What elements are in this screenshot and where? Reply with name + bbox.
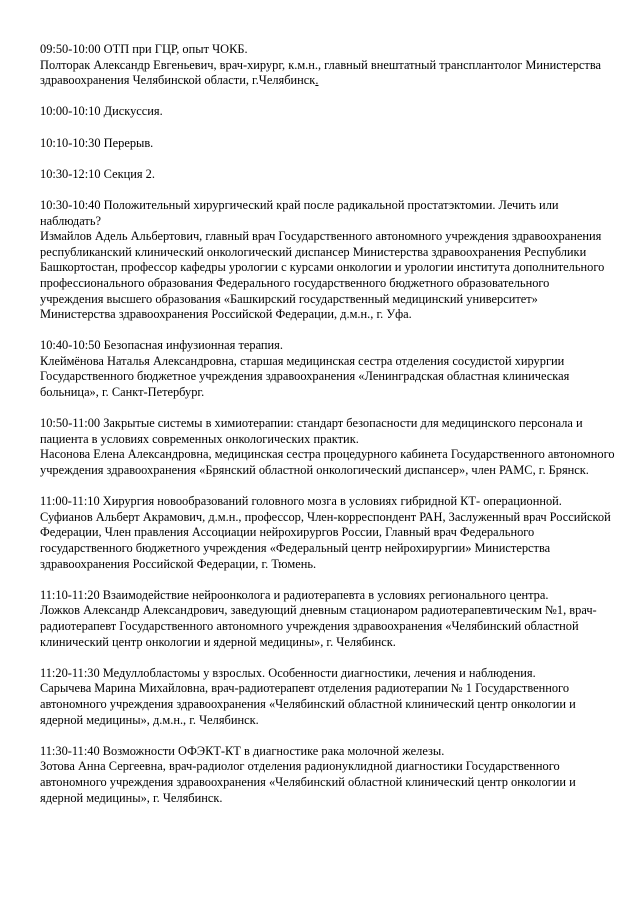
entry-title: 09:50-10:00 ОТП при ГЦР, опыт ЧОКБ. <box>40 42 248 56</box>
entry-title: 11:20-11:30 Медуллобластомы у взрослых. Особенности диагностики, лечения и наблюдения. <box>40 665 536 680</box>
entry-title: 11:30-11:40 Возможности ОФЭКТ-КТ в диагностике рака молочной железы. <box>40 743 445 758</box>
entry-title: 10:30-12:10 Секция 2. <box>40 166 155 181</box>
entry-title: 11:00-11:10 Хирургия новообразований головного мозга в условиях гибридной КТ- операционной. <box>40 494 562 509</box>
program-entry <box>40 42 615 89</box>
program-entry <box>40 588 615 650</box>
speaker-trailing-dot: . <box>315 73 319 88</box>
entry-title: 10:10-10:30 Перерыв. <box>40 135 154 150</box>
speaker-text: Полторак Александр Евгеньевич, врач-хирург, к.м.н., главный внештатный трансплантолог Министерства здравоохранения Челябинской области, г.Челябинск <box>40 57 602 88</box>
entry-speaker: Клеймёнова Наталья Александровна, старшая медицинская сестра отделения сосудистой хирургии Государственного бюджетное учреждения здравоохранения «Ленинградская областная клиническая больница», г. Санкт-Петербург. <box>40 353 570 400</box>
entry-title: 10:50-11:00 Закрытые системы в химиотерапии: стандарт безопасности для медицинского персонала и пациента в условиях современных онкологических практик. <box>40 416 583 446</box>
program-entry <box>40 198 615 323</box>
entry-title: 10:00-10:10 Дискуссия. <box>40 104 163 119</box>
entry-speaker: Измайлов Адель Альбертович, главный врач Государственного автономного учреждения здравоохранения республиканский клинический онкологический диспансер Министерства здравоохранения Республики Башкортостан, профессор кафедры урологии с курсами онкологии и урологии института дополнительного профессионального образования Федерального государственного бюджетного образовательного учреждения высшего образования «Башкирский государственный медицинский университет» Министерства здравоохранения Российской Федерации, д.м.н., г. Уфа. <box>40 229 605 322</box>
program-entry <box>40 494 615 572</box>
program-entry <box>40 104 615 120</box>
entry-speaker: Сарычева Марина Михайловна, врач-радиотерапевт отделения радиотерапии № 1 Государственного автономного учреждения здравоохранения «Челябинский областной клинический центр онкологии и ядерной медицины», д.м.н., г. Челябинск. <box>40 681 576 727</box>
program-entry <box>40 136 615 152</box>
entry-speaker: Зотова Анна Сергеевна, врач-радиолог отделения радионуклидной диагностики Государственного автономного учреждения здравоохранения «Челябинский областной клинический центр онкологии и ядерной медицины», г. Челябинск. <box>40 759 576 805</box>
program-entry <box>40 666 615 728</box>
entry-title: 10:30-10:40 Положительный хирургический край после радикальной простатэктомии. Лечить или наблюдать? <box>40 197 559 228</box>
program-entry <box>40 744 615 806</box>
entry-speaker <box>40 58 615 89</box>
entry-speaker: Суфианов Альберт Акрамович, д.м.н., профессор, Член-корреспондент РАН, Заслуженный врач Российской Федерации, Член правления Ассоциации нейрохирургов России, Главный врач Федерального государственного бюджетного учреждения «Федеральный центр нейрохирургии» Министерства здравоохранения Российской Федерации, г. Тюмень. <box>40 509 611 571</box>
entry-speaker: Насонова Елена Александровна, медицинская сестра процедурного кабинета Государственного автономного учреждения здравоохранения «Брянский областной онкологический диспансер», член РАМС, г. Брянск. <box>40 447 615 478</box>
program-entry <box>40 416 615 478</box>
program-page <box>40 42 615 822</box>
entry-title: 10:40-10:50 Безопасная инфузионная терапия. <box>40 338 283 353</box>
entry-title: 11:10-11:20 Взаимодействие нейроонколога и радиотерапевта в условиях регионального центра. <box>40 587 549 602</box>
program-entry <box>40 338 615 400</box>
program-entry <box>40 167 615 183</box>
entry-speaker: Ложков Александр Александрович, заведующий дневным стационаром радиотерапевтическим №1, врач-радиотерапевт Государственного автономного учреждения здравоохранения «Челябинский областной клинический центр онкологии и ядерной медицины», г. Челябинск. <box>40 603 597 649</box>
